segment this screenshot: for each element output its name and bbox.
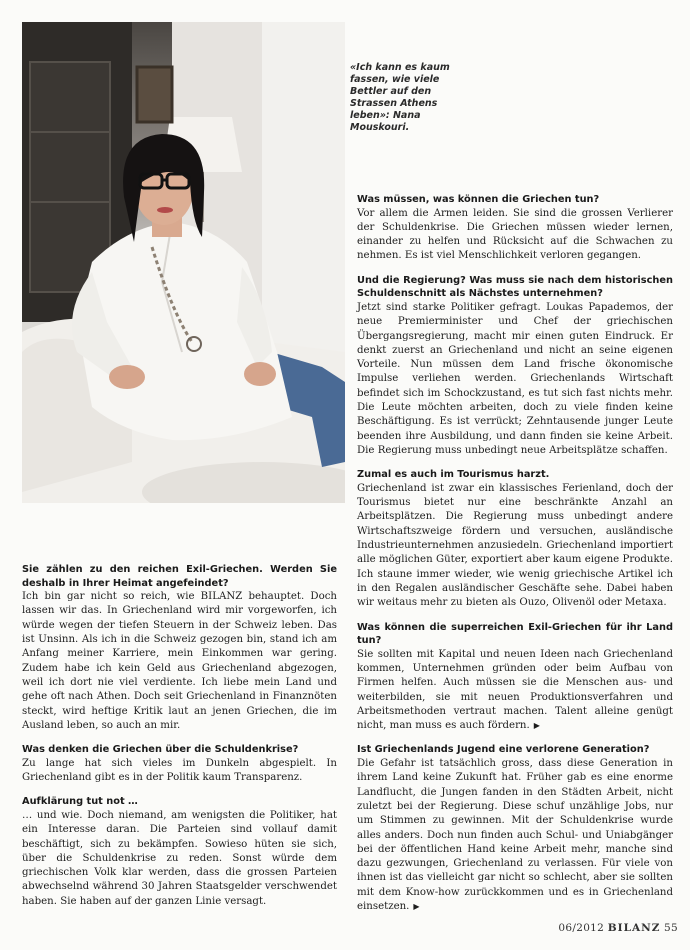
answer-text: Die Gefahr ist tatsächlich gross, dass diese Generation in ihrem Land keine Zukunft hat. Früher gab es eine enorme Landflucht, die Jungen fanden in den Städten Arbeit, nicht zuletzt bei der Regierung. Diese schuf unzählige Jobs, nur um Stimmen zu gewinnen. Mit der Schuldenkrise wurde alles anders. Doch nun finden auch Schul- und Uniabgänger bei der öffentlichen Hand keine Arbeit mehr, manche sind dazu gezwungen, Griechenland zu verlassen. Für viele von ihnen ist das vielleicht gar nicht so schlecht, aber sie sollten mit dem Know-how zurückkommen und es in Griechenland einsetzen. xyxy=(357,758,673,913)
answer-paragraph: … und wie. Doch niemand, am wenigsten die Politiker, hat ein Interesse daran. Die Parteien sind vollauf damit beschäftigt, sich zu bekämpfen. Sowieso hüten sie sich, über die Schuldenkrise zu reden. Sonst würde dem griechischen Volk klar werden, dass die grossen Parteien abwechselnd während 30 Jahren Staatsgelder verschwendet haben. Sie haben auf der ganzen Linie versagt. xyxy=(22,809,337,907)
answer-paragraph xyxy=(357,757,673,914)
magazine-name: BILANZ xyxy=(607,922,661,934)
answer-text: Sie sollten mit Kapital und neuen Ideen nach Griechenland kommen, Unternehmen gründen oder beim Aufbau von Firmen helfen. Auch müssen sie die Menschen aus- und weiterbilden, sie mit neuen Produktionsverfahren und Arbeitsmethoden vertraut machen. Talent alleine genügt nicht, man muss es auch fördern. xyxy=(357,648,673,732)
page-footer xyxy=(558,922,678,934)
question-heading: Was müssen, was können die Griechen tun? xyxy=(357,194,600,205)
right-column xyxy=(357,193,673,924)
left-column xyxy=(22,563,337,919)
question-heading: Zumal es auch im Tourismus harzt. xyxy=(357,469,550,481)
question-heading: Was denken die Griechen über die Schuldenkrise? xyxy=(22,744,299,756)
portrait-photo xyxy=(22,22,345,503)
question-heading: Was können die superreichen Exil-Griechen für ihr Land tun? xyxy=(357,621,673,647)
answer-paragraph: Ich bin gar nicht so reich, wie BILANZ behauptet. Doch lassen wir das. In Griechenland wird mir vorgeworfen, ich würde wegen der tiefen Steuern in der Schweiz leben. Das ist Unsinn. Als ich in die Schweiz gezogen bin, stand ich am Anfang meiner Karriere, mein Einkommen war gering. Zudem habe ich kein Geld aus Griechenland abgezogen, weil ich dort nie viel verdiente. Ich liebe mein Land und gehe oft nach Athen. Doch seit Griechenland in Finanznöten steckt, wird heftige Kritik laut an jenen Griechen, die im Ausland leben, so auch an mir. xyxy=(22,591,337,731)
question-heading: Ist Griechenlands Jugend eine verlorene Generation? xyxy=(357,744,650,756)
page-number: 55 xyxy=(664,922,678,934)
question-heading: Und die Regierung? Was muss sie nach dem historischen Schuldenschnitt als Nächstes unternehmen? xyxy=(357,274,673,300)
answer-paragraph: Vor allem die Armen leiden. Sie sind die grossen Verlierer der Schuldenkrise. Die Griechen müssen wieder lernen, einander zu helfen und Rücksicht auf die Schwachen zu nehmen. Es ist viel Menschlichkeit verloren gegangen. xyxy=(357,207,673,262)
question-heading: Sie zählen zu den reichen Exil-Griechen. Werden Sie deshalb in Ihrer Heimat angefeindet? xyxy=(22,564,337,589)
question-heading: Aufklärung tut not … xyxy=(22,796,138,808)
continue-arrow-icon: ▶ xyxy=(533,721,540,731)
answer-paragraph: Jetzt sind starke Politiker gefragt. Loukas Papademos, der neue Premierminister und Chef der griechischen Übergangsregierung, macht mir einen guten Eindruck. Er denkt zuerst an Griechenland und nicht an seine eigenen Vorteile. Nun müssen dem Land frische ökonomische Impulse verliehen werden. Griechenlands Wirtschaft befindet sich im Schockzustand, es tut sich fast nichts mehr. Die Leute möchten arbeiten, doch zu viele finden keine Beschäftigung. Es ist verrückt; Zehntausende junger Leute beenden ihre Ausbildung, und dann finden sie keine Arbeit. Die Regierung muss unbedingt neue Arbeitsplätze schaffen. xyxy=(357,301,673,456)
answer-paragraph: Griechenland ist zwar ein klassisches Ferienland, doch der Tourismus bietet nur eine beschränkte Anzahl an Arbeitsplätzen. Die Regierung muss unbedingt andere Wirtschaftszweige fördern und versuchen, ausländische Industrieunternehmen anzusiedeln. Griechenland importiert alle möglichen Güter, exportiert aber kaum eigene Produkte. Ich staune immer wieder, wie wenig griechische Artikel ich in den Regalen ausländischer Geschäfte sehe. Dabei haben wir weitaus mehr zu bieten als Ouzo, Olivenöl oder Metaxa. xyxy=(357,482,673,609)
answer-paragraph: Zu lange hat sich vieles im Dunkeln abgespielt. In Griechenland gibt es in der Politik kaum Transparenz. xyxy=(22,757,337,784)
continue-arrow-icon: ▶ xyxy=(413,902,420,912)
photo-caption: «Ich kann es kaum fassen, wie viele Bettler auf den Strassen Athens leben»: Nana Mouskouri. xyxy=(350,62,450,133)
issue-date: 06/2012 xyxy=(558,922,605,934)
answer-paragraph xyxy=(357,648,673,734)
